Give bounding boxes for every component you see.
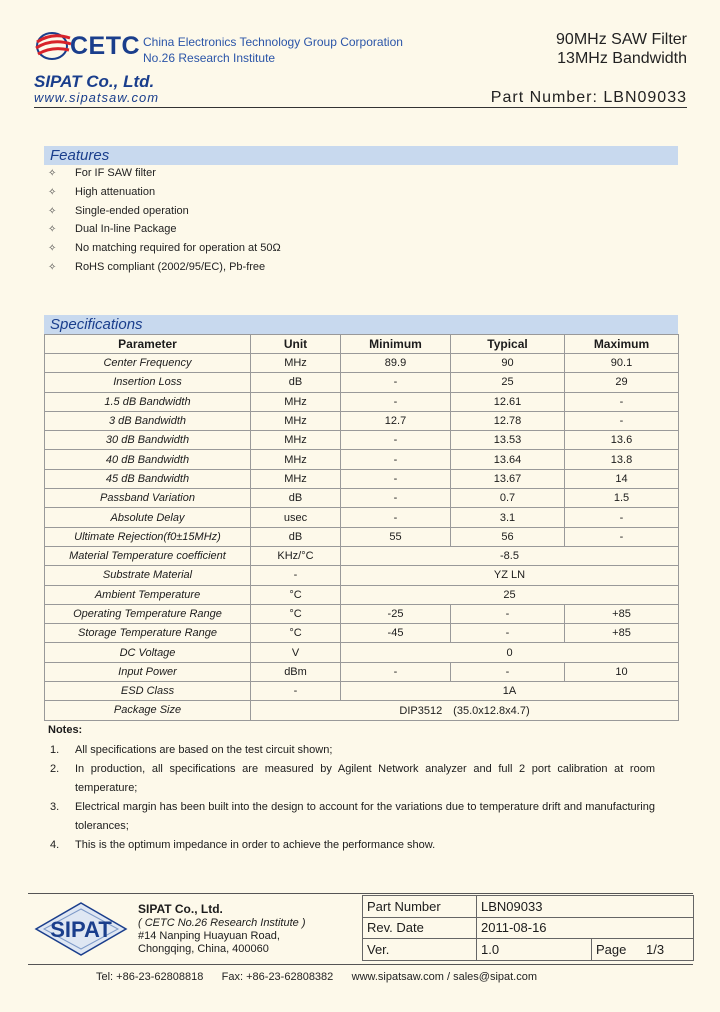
document-info-table	[362, 895, 694, 961]
feature-item	[48, 186, 155, 198]
value-cell: -	[341, 489, 451, 508]
note-number: 2.	[50, 763, 60, 775]
org-name: China Electronics Technology Group Corporation	[143, 35, 403, 49]
parameter-cell: Center Frequency	[45, 354, 251, 373]
table-row	[45, 527, 679, 546]
value-cell: 10	[565, 662, 679, 681]
value-cell: -	[341, 662, 451, 681]
value-cell: °C	[251, 604, 341, 623]
rev-date-value: 2011-08-16	[477, 917, 694, 939]
doc-info-row-date	[363, 917, 694, 939]
bullet-icon: ✧	[48, 224, 57, 236]
doc-info-row-version	[363, 939, 694, 961]
part-number-title: Part Number: LBN09033	[490, 89, 687, 106]
feature-text: No matching required for operation at 50Ω	[75, 242, 281, 255]
value-cell: 13.53	[451, 431, 565, 450]
parameter-cell: 3 dB Bandwidth	[45, 411, 251, 430]
value-cell: -45	[341, 624, 451, 643]
feature-text: Dual In-line Package	[75, 223, 177, 236]
feature-text: For IF SAW filter	[75, 167, 156, 179]
value-cell: -	[565, 508, 679, 527]
footer-address-line2: Chongqing, China, 400060	[138, 943, 269, 955]
bullet-icon: ✧	[48, 243, 57, 255]
value-cell: °C	[251, 624, 341, 643]
table-row	[45, 604, 679, 623]
sipat-diamond-logo-icon	[34, 901, 128, 957]
parameter-cell: DC Voltage	[45, 643, 251, 662]
org-institute: No.26 Research Institute	[143, 51, 276, 65]
value-cell: dB	[251, 527, 341, 546]
table-row	[45, 682, 679, 701]
bullet-icon: ✧	[48, 262, 57, 273]
feature-item	[48, 167, 156, 179]
parameter-cell: ESD Class	[45, 682, 251, 701]
cetc-logo-text: CETC	[70, 32, 141, 60]
company-name: SIPAT Co., Ltd.	[34, 72, 155, 91]
value-cell: 90.1	[565, 354, 679, 373]
value-cell: MHz	[251, 469, 341, 488]
value-cell: -	[451, 624, 565, 643]
value-cell: 1A	[341, 682, 679, 701]
note-text: Electrical margin has been built into the design to account for the variations due to temperature drift and manufacturing tolerances;	[75, 801, 655, 832]
footer-cetc-institute: ( CETC No.26 Research Institute )	[138, 917, 306, 929]
value-cell: -	[251, 566, 341, 585]
parameter-cell: 1.5 dB Bandwidth	[45, 392, 251, 411]
value-cell: -	[251, 682, 341, 701]
value-cell: 55	[341, 527, 451, 546]
features-header: Features	[44, 146, 678, 165]
value-cell: 89.9	[341, 354, 451, 373]
column-header-parameter: Parameter	[45, 335, 251, 354]
version-value: 1.0	[477, 939, 592, 961]
value-cell: -	[341, 392, 451, 411]
table-row	[45, 373, 679, 392]
table-row	[45, 354, 679, 373]
value-cell: MHz	[251, 450, 341, 469]
parameter-cell: 45 dB Bandwidth	[45, 469, 251, 488]
value-cell: 1.5	[565, 489, 679, 508]
value-cell: -	[565, 392, 679, 411]
value-cell: -	[341, 508, 451, 527]
contact-line: Tel: +86-23-62808818 Fax: +86-23-62808382 www.sipatsaw.com / sales@sipat.com	[96, 971, 538, 983]
value-cell: 13.8	[565, 450, 679, 469]
value-cell: dB	[251, 489, 341, 508]
value-cell: MHz	[251, 392, 341, 411]
table-row	[45, 566, 679, 585]
value-cell: -	[451, 604, 565, 623]
notes-title: Notes:	[48, 724, 83, 736]
value-cell: MHz	[251, 354, 341, 373]
value-cell: DIP3512 (35.0x12.8x4.7)	[251, 701, 679, 720]
value-cell: 0.7	[451, 489, 565, 508]
parameter-cell: Passband Variation	[45, 489, 251, 508]
value-cell: dB	[251, 373, 341, 392]
table-row	[45, 469, 679, 488]
part-number-value: LBN09033	[477, 896, 694, 918]
table-row	[45, 662, 679, 681]
sipat-logo-text: SIPAT	[50, 917, 112, 942]
value-cell: +85	[565, 624, 679, 643]
value-cell: dBm	[251, 662, 341, 681]
part-number-label: Part Number	[363, 896, 477, 918]
value-cell: 90	[451, 354, 565, 373]
cetc-globe-icon	[34, 28, 74, 64]
parameter-cell: Input Power	[45, 662, 251, 681]
feature-item	[48, 242, 281, 254]
value-cell: +85	[565, 604, 679, 623]
page-label: Page	[596, 941, 627, 957]
value-cell: 0	[341, 643, 679, 662]
sipat-logo	[34, 901, 128, 957]
value-cell: -	[341, 373, 451, 392]
bullet-icon: ✧	[48, 168, 57, 179]
table-row	[45, 489, 679, 508]
bullet-icon: ✧	[48, 205, 57, 217]
value-cell: YZ LN	[341, 566, 679, 585]
column-header-maximum: Maximum	[565, 335, 679, 354]
note-number: 4.	[50, 839, 60, 851]
parameter-cell: 30 dB Bandwidth	[45, 431, 251, 450]
column-header-typical: Typical	[451, 335, 565, 354]
value-cell: 13.64	[451, 450, 565, 469]
column-header-unit: Unit	[251, 335, 341, 354]
header-divider	[34, 107, 687, 108]
parameter-cell: Package Size	[45, 701, 251, 720]
value-cell: 56	[451, 527, 565, 546]
value-cell: -	[341, 431, 451, 450]
column-header-minimum: Minimum	[341, 335, 451, 354]
value-cell: KHz/°C	[251, 546, 341, 565]
table-row	[45, 450, 679, 469]
parameter-cell: Ultimate Rejection(f0±15MHz)	[45, 527, 251, 546]
table-row	[45, 546, 679, 565]
table-row	[45, 701, 679, 720]
value-cell: 25	[341, 585, 679, 604]
value-cell: 3.1	[451, 508, 565, 527]
product-title: 90MHz SAW Filter	[556, 31, 687, 48]
specifications-table-body	[45, 354, 679, 721]
value-cell: 29	[565, 373, 679, 392]
product-bandwidth: 13MHz Bandwidth	[557, 50, 687, 67]
parameter-cell: Material Temperature coefficient	[45, 546, 251, 565]
page-indicator	[592, 939, 694, 961]
value-cell: 25	[451, 373, 565, 392]
note-text: All specifications are based on the test circuit shown;	[75, 744, 333, 756]
feature-item	[48, 261, 265, 273]
note-text: In production, all specifications are measured by Agilent Network analyzer and full 2 port calibration at room temperature;	[75, 763, 655, 794]
footer-company-name: SIPAT Co., Ltd.	[138, 902, 223, 916]
value-cell: -	[451, 662, 565, 681]
table-row	[45, 392, 679, 411]
note-number: 3.	[50, 801, 60, 813]
value-cell: 12.61	[451, 392, 565, 411]
footer-address-line1: #14 Nanping Huayuan Road,	[138, 930, 280, 942]
parameter-cell: Operating Temperature Range	[45, 604, 251, 623]
feature-text: RoHS compliant (2002/95/EC), Pb-free	[75, 261, 266, 273]
value-cell: -	[565, 411, 679, 430]
doc-info-row-part	[363, 896, 694, 918]
table-row	[45, 411, 679, 430]
table-row	[45, 585, 679, 604]
value-cell: 12.78	[451, 411, 565, 430]
note-text: This is the optimum impedance in order to achieve the performance show.	[75, 839, 436, 851]
page-value: 1/3	[646, 941, 665, 957]
bullet-icon: ✧	[48, 186, 57, 198]
table-row	[45, 624, 679, 643]
rev-date-label: Rev. Date	[363, 917, 477, 939]
feature-item	[48, 223, 177, 235]
table-row	[45, 508, 679, 527]
value-cell: MHz	[251, 431, 341, 450]
parameter-cell: Ambient Temperature	[45, 585, 251, 604]
feature-text: High attenuation	[75, 185, 156, 198]
table-row	[45, 643, 679, 662]
parameter-cell: Insertion Loss	[45, 373, 251, 392]
parameter-cell: 40 dB Bandwidth	[45, 450, 251, 469]
note-number: 1.	[50, 744, 60, 756]
value-cell: °C	[251, 585, 341, 604]
value-cell: -25	[341, 604, 451, 623]
value-cell: -	[341, 450, 451, 469]
cetc-logo	[34, 28, 141, 64]
version-label: Ver.	[363, 939, 477, 961]
value-cell: 13.67	[451, 469, 565, 488]
specifications-header: Specifications	[44, 315, 678, 334]
value-cell: 14	[565, 469, 679, 488]
value-cell: 13.6	[565, 431, 679, 450]
value-cell: usec	[251, 508, 341, 527]
feature-text: Single-ended operation	[75, 204, 189, 217]
value-cell: -	[341, 469, 451, 488]
value-cell: 12.7	[341, 411, 451, 430]
parameter-cell: Absolute Delay	[45, 508, 251, 527]
value-cell: V	[251, 643, 341, 662]
table-header-row	[45, 335, 679, 354]
parameter-cell: Storage Temperature Range	[45, 624, 251, 643]
value-cell: MHz	[251, 411, 341, 430]
parameter-cell: Substrate Material	[45, 566, 251, 585]
value-cell: -8.5	[341, 546, 679, 565]
value-cell: -	[565, 527, 679, 546]
table-row	[45, 431, 679, 450]
specifications-table	[44, 334, 679, 721]
feature-item	[48, 205, 189, 217]
website-link[interactable]: www.sipatsaw.com	[34, 90, 160, 105]
